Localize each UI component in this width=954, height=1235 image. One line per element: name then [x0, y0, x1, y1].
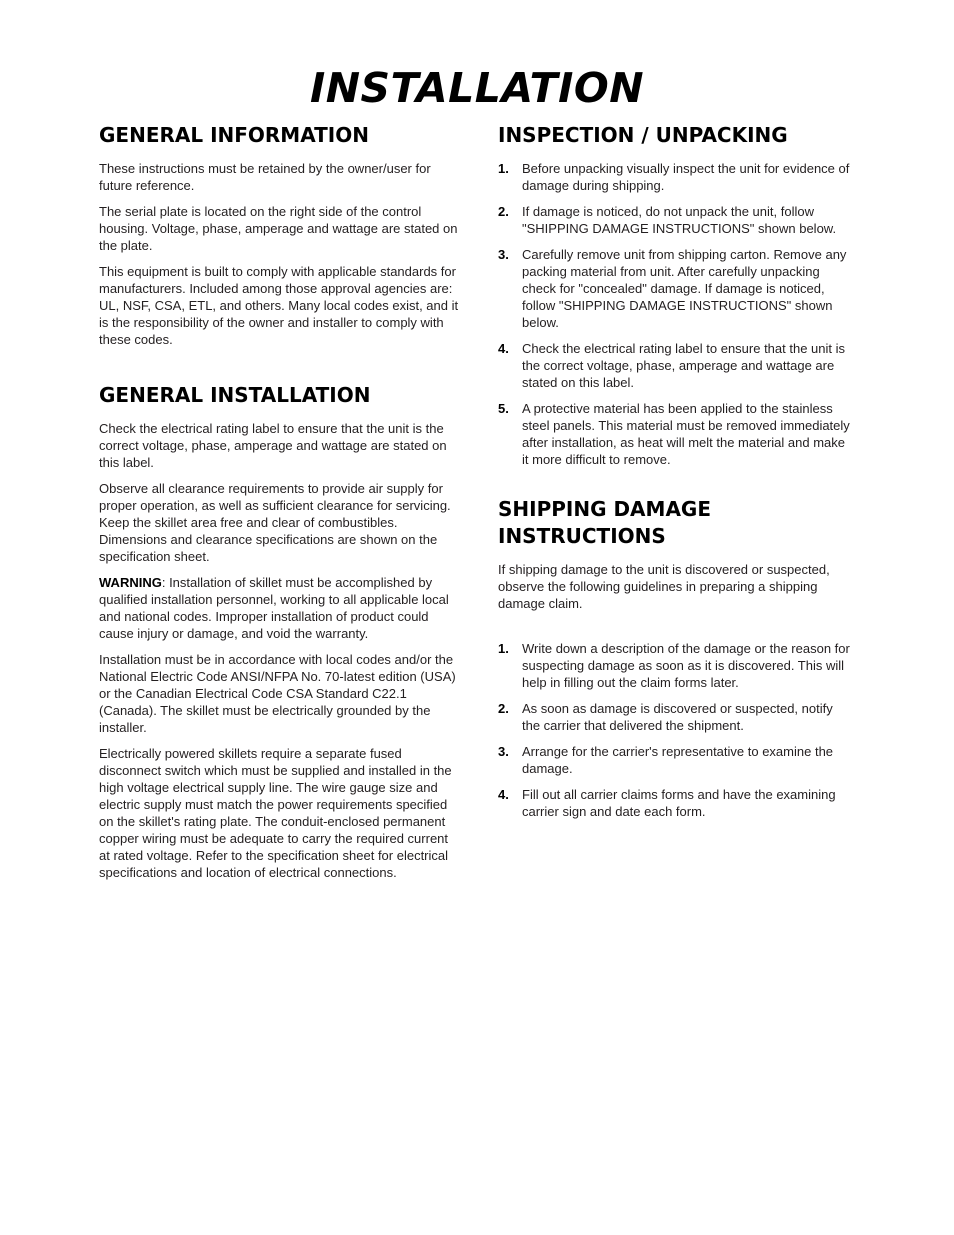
step-number: 3.: [498, 247, 509, 262]
warning-paragraph: [99, 574, 461, 642]
shipping-damage-intro: If shipping damage to the unit is discovered or suspected, observe the following guidelines in preparing a shipping damage claim.: [498, 562, 830, 611]
general-information-paragraph: The serial plate is located on the right side of the control housing. Voltage, phase, amperage and wattage are stated on the plate.: [99, 204, 458, 253]
step-text: If damage is noticed, do not unpack the unit, follow "SHIPPING DAMAGE INSTRUCTIONS" shown below.: [522, 204, 837, 236]
list-item: [498, 203, 854, 237]
step-number: 4.: [498, 787, 509, 802]
left-column: [99, 122, 461, 890]
general-installation-paragraph: Electrically powered skillets require a separate fused disconnect switch which must be supplied and installed in the high voltage electrical supply line. The wire gauge size and electric supply must match the power requirements specified on the skillet's rating plate. The conduit-enclosed permanent copper wiring must be adequate to carry the required current at rated voltage. Refer to the specification sheet for electrical specifications and location of electrical connections.: [99, 746, 452, 880]
step-text: As soon as damage is discovered or suspected, notify the carrier that delivered the shipment.: [522, 701, 833, 733]
step-text: Arrange for the carrier's representative to examine the damage.: [522, 744, 834, 776]
general-installation-paragraph: Check the electrical rating label to ensure that the unit is the correct voltage, phase, amperage and wattage are stated on this label.: [99, 421, 447, 470]
step-number: 1.: [498, 161, 509, 176]
general-information-body: [99, 160, 461, 348]
step-text: Write down a description of the damage or the reason for suspecting damage as soon as it is discovered. This will help in filling out the claim forms later.: [522, 641, 850, 690]
shipping-damage-steps: [498, 640, 854, 820]
general-information-paragraph: These instructions must be retained by the owner/user for future reference.: [99, 161, 431, 193]
warning-label: WARNING: [99, 575, 162, 590]
step-number: 3.: [498, 744, 509, 759]
step-number: 5.: [498, 401, 509, 416]
inspection-heading: INSPECTION / UNPACKING: [498, 123, 788, 147]
list-item: [498, 786, 854, 820]
step-text: Carefully remove unit from shipping carton. Remove any packing material from unit. After carefully unpacking check for "concealed" damage. If damage is noticed, follow "SHIPPING DAMAGE INSTRUCTIONS" shown below.: [522, 247, 847, 330]
step-number: 2.: [498, 701, 509, 716]
general-installation-heading: GENERAL INSTALLATION: [99, 383, 371, 407]
general-installation-paragraph: Installation must be in accordance with local codes and/or the National Electric Code ANSI/NFPA No. 70-latest edition (USA) or the Canadian Electrical Code CSA Standard C22.1 (Canada). The skillet must be electrically grounded by the installer.: [99, 652, 456, 735]
general-installation-body: [99, 420, 461, 881]
spacer: [498, 621, 854, 629]
step-text: Before unpacking visually inspect the unit for evidence of damage during shipping.: [522, 161, 850, 193]
shipping-damage-body: [498, 561, 854, 820]
inspection-steps: [498, 160, 854, 468]
list-item: [498, 640, 854, 691]
list-item: [498, 700, 854, 734]
shipping-damage-heading: SHIPPING DAMAGE INSTRUCTIONS: [498, 497, 711, 548]
general-installation-paragraph: Observe all clearance requirements to provide air supply for proper operation, as well as sufficient clearance for servicing. Keep the skillet area free and clear of combustibles. Dimensions and clearance specifications are shown on the specification sheet.: [99, 481, 451, 564]
list-item: [498, 160, 854, 194]
step-number: 4.: [498, 341, 509, 356]
step-number: 2.: [498, 204, 509, 219]
list-item: [498, 246, 854, 331]
list-item: [498, 743, 854, 777]
step-text: Fill out all carrier claims forms and have the examining carrier sign and date each form.: [522, 787, 836, 819]
step-number: 1.: [498, 641, 509, 656]
step-text: A protective material has been applied to the stainless steel panels. This material must be removed immediately after installation, as heat will melt the material and make it more difficult to remove.: [522, 401, 850, 467]
warning-text: : Installation of skillet must be accomplished by qualified installation personnel, working to all applicable local and national codes. Improper installation of product could cause injury or damage, and void the warranty.: [99, 575, 449, 641]
list-item: [498, 340, 854, 391]
general-information-heading: GENERAL INFORMATION: [99, 123, 369, 147]
step-text: Check the electrical rating label to ensure that the unit is the correct voltage, phase, amperage and wattage are stated on this label.: [522, 341, 846, 390]
list-item: [498, 400, 854, 468]
page-title: INSTALLATION: [309, 64, 645, 112]
general-information-paragraph: This equipment is built to comply with applicable standards for manufacturers. Included among those approval agencies are: UL, NSF, CSA, ETL, and others. Many local codes exist, and it is the responsibility of the owner and installer to comply with these codes.: [99, 264, 459, 347]
right-column: [498, 122, 854, 829]
